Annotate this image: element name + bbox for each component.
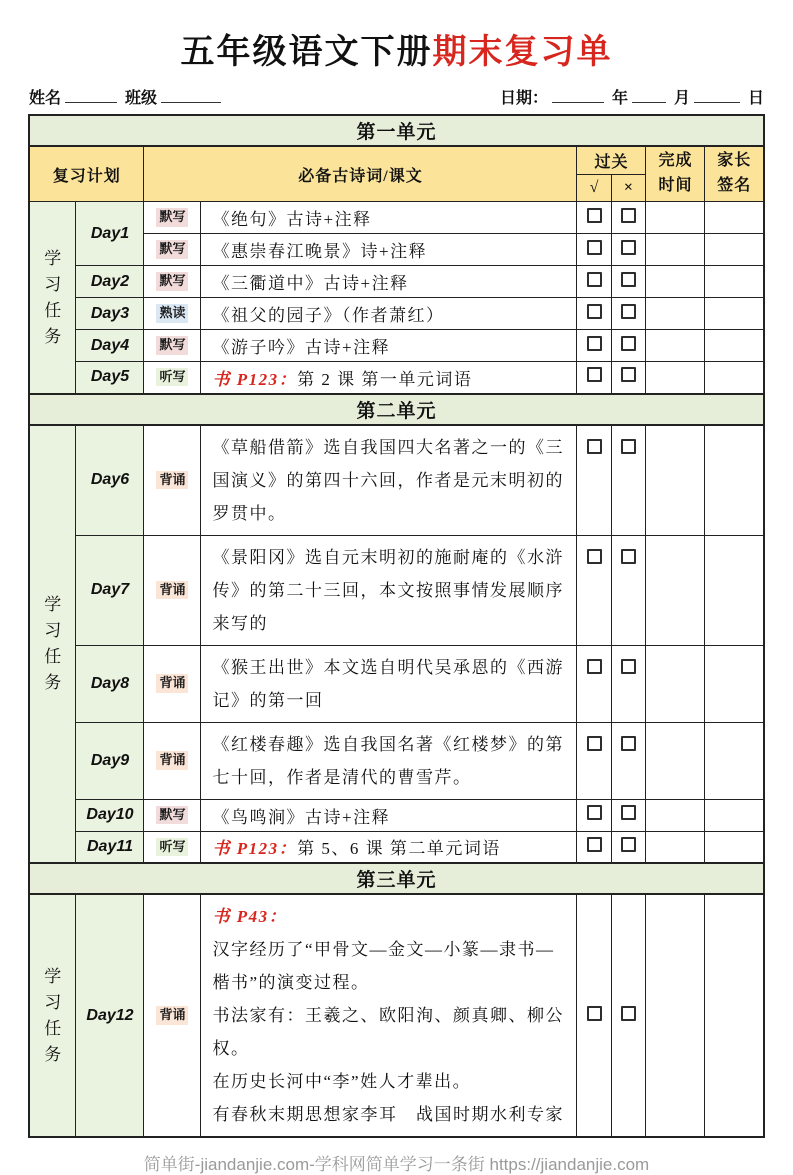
pass-yes-cell (577, 722, 612, 799)
parent-sign-cell[interactable] (705, 266, 764, 298)
pass-no-cell (612, 298, 646, 330)
task-content (201, 202, 577, 234)
pass-yes-checkbox[interactable] (587, 304, 602, 319)
task-type-cell (144, 831, 201, 863)
task-label-char: 学 (44, 248, 62, 268)
task-type-cell (144, 202, 201, 234)
task-content (201, 362, 577, 394)
task-type-cell (144, 330, 201, 362)
task-content-line: 有春秋末期思想家李耳 战国时期水利专家 (212, 1105, 564, 1124)
task-type-tag: 默写 (156, 240, 188, 258)
footer-text: 简单街-jiandanjie.com-学科网简单学习一条街 https://jiandanjie.com (143, 1155, 650, 1174)
year-label: 年 (611, 90, 628, 107)
task-label (29, 202, 76, 394)
finish-time-cell[interactable] (646, 425, 705, 536)
pass-yes-cell (577, 535, 612, 645)
parent-sign-cell[interactable] (705, 362, 764, 394)
pass-yes-cell (577, 425, 612, 536)
pass-yes-cell (577, 266, 612, 298)
pass-yes-cell (577, 894, 612, 1137)
column-header-pass-yes: √ (577, 175, 612, 202)
pass-no-cell (612, 535, 646, 645)
day-label-day9: Day9 (76, 722, 144, 799)
pass-yes-cell (577, 234, 612, 266)
finish-time-cell[interactable] (646, 894, 705, 1137)
pass-yes-checkbox[interactable] (587, 549, 602, 564)
date-label: 日期： (499, 90, 548, 107)
pass-yes-cell (577, 202, 612, 234)
name-blank-field[interactable] (65, 87, 117, 103)
task-type-cell (144, 645, 201, 722)
task-label-char: 务 (44, 326, 62, 346)
date-month-blank[interactable] (632, 87, 666, 103)
pass-no-cell (612, 894, 646, 1137)
task-content-text: 《绝句》古诗+注释 (212, 210, 372, 229)
finish-time-cell[interactable] (646, 234, 705, 266)
pass-no-checkbox[interactable] (621, 659, 636, 674)
task-content-text: 《游子吟》古诗+注释 (212, 338, 391, 357)
task-content (201, 330, 577, 362)
task-content-text: 第 2 课 第一单元词语 (297, 369, 473, 389)
task-content-line: 书法家有：王羲之、欧阳洵、颜真卿、柳公权。 (212, 1006, 564, 1058)
task-type-cell (144, 425, 201, 536)
title-red-part: 期末复习单 (432, 34, 613, 71)
day-label-day4: Day4 (76, 330, 144, 362)
parent-sign-cell[interactable] (705, 425, 764, 536)
pass-no-checkbox[interactable] (621, 367, 636, 382)
pass-yes-checkbox[interactable] (587, 659, 602, 674)
task-label-char: 习 (44, 993, 62, 1012)
task-content (201, 722, 577, 799)
parent-sign-cell[interactable] (705, 831, 764, 863)
column-header-pass-no: × (612, 175, 646, 202)
pass-yes-cell (577, 831, 612, 863)
task-content-text: 《祖父的园子》（作者萧红） (212, 306, 445, 325)
pass-no-checkbox[interactable] (621, 208, 636, 223)
column-header-parent-sign: 家长签名 (705, 146, 764, 202)
task-label-char: 任 (44, 1019, 62, 1038)
pass-yes-cell (577, 362, 612, 394)
section-header-3: 第三单元 (29, 863, 764, 894)
task-content-line: 汉字经历了“甲骨文—金文—小篆—隶书—楷书”的演变过程。 (212, 940, 555, 992)
pass-yes-checkbox[interactable] (587, 736, 602, 751)
finish-time-cell[interactable] (646, 535, 705, 645)
finish-time-cell[interactable] (646, 645, 705, 722)
pass-no-cell (612, 831, 646, 863)
task-content (201, 645, 577, 722)
task-type-cell (144, 234, 201, 266)
name-class-line (29, 85, 225, 108)
day-label-day3: Day3 (76, 298, 144, 330)
day-label-day8: Day8 (76, 645, 144, 722)
pass-no-cell (612, 362, 646, 394)
task-label-char: 务 (44, 673, 62, 693)
task-content-text: 第 5、6 课 第二单元词语 (297, 839, 501, 859)
parent-sign-cell[interactable] (705, 330, 764, 362)
parent-sign-cell[interactable] (705, 298, 764, 330)
task-label-char: 任 (44, 647, 62, 667)
pass-yes-checkbox[interactable] (587, 367, 602, 382)
date-year-blank[interactable] (552, 87, 604, 103)
task-label-char: 学 (44, 595, 62, 615)
pass-no-checkbox[interactable] (621, 240, 636, 255)
pass-yes-checkbox[interactable] (587, 837, 602, 852)
pass-yes-cell (577, 298, 612, 330)
pass-no-checkbox[interactable] (621, 549, 636, 564)
day-label-day5: Day5 (76, 362, 144, 394)
task-type-tag: 听写 (156, 368, 188, 386)
pass-yes-checkbox[interactable] (587, 336, 602, 351)
day-label-day6: Day6 (76, 425, 144, 536)
pass-yes-checkbox[interactable] (587, 272, 602, 287)
task-type-tag: 背诵 (156, 1006, 188, 1024)
date-day-blank[interactable] (694, 87, 740, 103)
task-type-cell (144, 722, 201, 799)
task-content (201, 266, 577, 298)
pass-no-cell (612, 645, 646, 722)
pass-no-checkbox[interactable] (621, 439, 636, 454)
pass-yes-cell (577, 645, 612, 722)
day-label-day7: Day7 (76, 535, 144, 645)
column-header-pass: 过关 (577, 146, 646, 175)
parent-sign-cell[interactable] (705, 234, 764, 266)
pass-no-checkbox[interactable] (621, 736, 636, 751)
finish-time-cell[interactable] (646, 202, 705, 234)
task-label-char: 习 (44, 274, 62, 294)
task-content-text: 《鸟鸣涧》古诗+注释 (212, 807, 391, 827)
finish-time-cell[interactable] (646, 362, 705, 394)
day-label-day10: Day10 (76, 799, 144, 831)
task-content (201, 831, 577, 863)
parent-sign-cell[interactable] (705, 645, 764, 722)
pass-no-cell (612, 799, 646, 831)
task-type-tag: 背诵 (156, 751, 188, 769)
page-title (0, 24, 793, 73)
pass-yes-cell (577, 799, 612, 831)
finish-time-cell[interactable] (646, 722, 705, 799)
task-label-char: 学 (44, 967, 62, 986)
task-type-cell (144, 362, 201, 394)
pass-yes-checkbox[interactable] (587, 208, 602, 223)
day-label-day2: Day2 (76, 266, 144, 298)
task-content-text: 《景阳冈》选自元末明初的施耐庵的《水浒传》的第二十三回，本文按照事情发展顺序来写的 (212, 547, 564, 633)
task-label-char: 任 (44, 300, 62, 320)
task-label (29, 425, 76, 864)
task-type-tag: 默写 (156, 272, 188, 290)
task-type-tag: 背诵 (156, 471, 188, 489)
class-label: 班级 (125, 90, 158, 107)
task-content (201, 298, 577, 330)
finish-time-cell[interactable] (646, 298, 705, 330)
pass-yes-checkbox[interactable] (587, 1006, 602, 1021)
task-content (201, 425, 577, 536)
column-header-plan: 复习计划 (29, 146, 144, 202)
review-table (28, 114, 765, 1138)
parent-sign-cell[interactable] (705, 535, 764, 645)
book-page-ref: 书 P43： (212, 907, 288, 926)
pass-no-checkbox[interactable] (621, 1006, 636, 1021)
pass-no-cell (612, 266, 646, 298)
task-type-cell (144, 894, 201, 1137)
day-label-day1: Day1 (76, 202, 144, 266)
task-label-char: 习 (44, 621, 62, 641)
section-header-2: 第二单元 (29, 394, 764, 425)
name-label: 姓名 (29, 90, 62, 107)
finish-time-cell[interactable] (646, 831, 705, 863)
task-type-tag: 背诵 (156, 674, 188, 692)
task-content (201, 535, 577, 645)
task-content (201, 894, 577, 1137)
pass-yes-cell (577, 330, 612, 362)
pass-no-checkbox[interactable] (621, 805, 636, 820)
task-type-cell (144, 266, 201, 298)
pass-no-checkbox[interactable] (621, 336, 636, 351)
task-type-cell (144, 298, 201, 330)
task-content-text: 《猴王出世》本文选自明代吴承恩的《西游记》的第一回 (212, 657, 564, 710)
day-label-day11: Day11 (76, 831, 144, 863)
parent-sign-cell[interactable] (705, 894, 764, 1137)
column-header-finish-time: 完成时间 (646, 146, 705, 202)
task-content (201, 234, 577, 266)
task-type-cell (144, 799, 201, 831)
pass-no-checkbox[interactable] (621, 272, 636, 287)
month-label: 月 (673, 90, 690, 107)
pass-yes-checkbox[interactable] (587, 439, 602, 454)
finish-time-cell[interactable] (646, 799, 705, 831)
book-page-ref: 书 P123： (212, 839, 298, 859)
task-content-text: 《草船借箭》选自我国四大名著之一的《三国演义》的第四十六回，作者是元末明初的罗贯中。 (212, 437, 564, 523)
finish-time-cell[interactable] (646, 266, 705, 298)
pass-yes-checkbox[interactable] (587, 240, 602, 255)
class-blank-field[interactable] (161, 87, 221, 103)
column-header-content: 必备古诗词/课文 (144, 146, 577, 202)
date-line (500, 85, 764, 108)
parent-sign-cell[interactable] (705, 799, 764, 831)
day-label-day12: Day12 (76, 894, 144, 1137)
meta-row (29, 85, 764, 108)
task-content (201, 799, 577, 831)
task-label (29, 894, 76, 1137)
task-type-tag: 听写 (156, 838, 188, 856)
pass-no-checkbox[interactable] (621, 837, 636, 852)
day-label: 日 (747, 90, 764, 107)
task-type-tag: 背诵 (156, 581, 188, 599)
task-type-tag: 熟读 (156, 304, 188, 322)
task-content-text: 《惠崇春江晚景》诗+注释 (212, 242, 428, 261)
book-page-ref: 书 P123： (212, 369, 298, 389)
task-content-line: 在历史长河中“李”姓人才辈出。 (212, 1072, 472, 1091)
title-black-part: 五年级语文下册 (180, 34, 433, 71)
task-type-tag: 默写 (156, 336, 188, 354)
parent-sign-cell[interactable] (705, 202, 764, 234)
pass-no-checkbox[interactable] (621, 304, 636, 319)
parent-sign-cell[interactable] (705, 722, 764, 799)
task-type-tag: 默写 (156, 806, 188, 824)
task-type-tag: 默写 (156, 208, 188, 226)
finish-time-cell[interactable] (646, 330, 705, 362)
pass-no-cell (612, 234, 646, 266)
task-content-text: 《红楼春趣》选自我国名著《红楼梦》的第七十回，作者是清代的曹雪芹。 (212, 734, 564, 787)
task-type-cell (144, 535, 201, 645)
pass-no-cell (612, 330, 646, 362)
task-content-text: 《三衢道中》古诗+注释 (212, 274, 409, 293)
task-label-char: 务 (44, 1045, 62, 1064)
pass-yes-checkbox[interactable] (587, 805, 602, 820)
section-header-1: 第一单元 (29, 115, 764, 146)
pass-no-cell (612, 425, 646, 536)
pass-no-cell (612, 722, 646, 799)
pass-no-cell (612, 202, 646, 234)
